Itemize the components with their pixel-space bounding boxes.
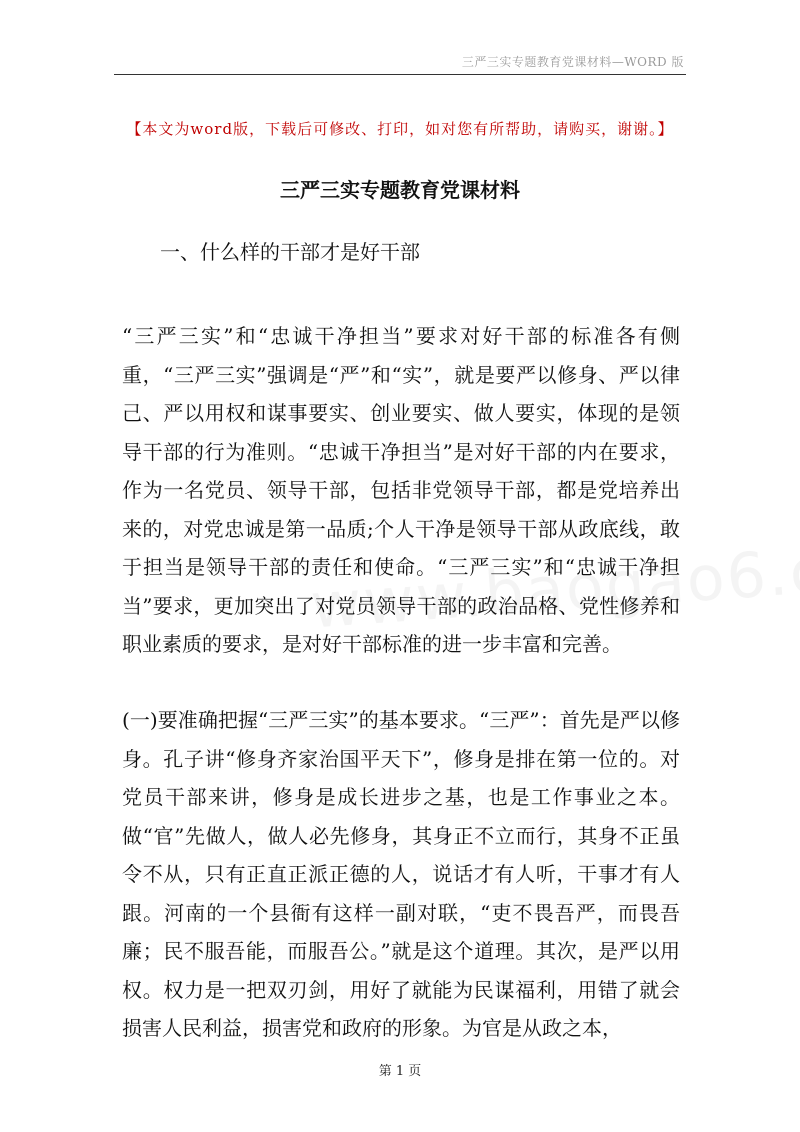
- header-divider: [114, 74, 686, 75]
- body-paragraph-2: (一)要准确把握“三严三实”的基本要求。“三严”：首先是严以修身。孔子讲“修身齐家治国平天下”，修身是排在第一位的。对党员干部来讲，修身是成长进步之基，也是工作事业之本。做“官”先做人，做人必先修身，其身正不立而行，其身不正虽令不从，只有正直正派正德的人，说话才有人听，干事才有人跟。河南的一个县衙有这样一副对联，“吏不畏吾严，而畏吾廉；民不服吾能，而服吾公。”就是这个道理。其次，是严以用权。权力是一把双刃剑，用好了就能为民谋福利，用错了就会损害人民利益，损害党和政府的形象。为官是从政之本，: [122, 708, 680, 1040]
- page-number: 第 1 页: [378, 1064, 422, 1079]
- download-notice: 【本文为word版，下载后可修改、打印，如对您有所帮助，请购买，谢谢。】: [126, 120, 674, 138]
- running-header: 三严三实专题教育党课材料—WORD 版: [461, 55, 684, 69]
- section-heading: 一、什么样的干部才是好干部: [160, 240, 420, 264]
- body-paragraph-1: “三严三实”和“忠诚干净担当”要求对好干部的标准各有侧重，“三严三实”强调是“严”和“实”，就是要严以修身、严以律己、严以用权和谋事要实、创业要实、做人要实，体现的是领导干部的行为准则。“忠诚干净担当”是对好干部的内在要求，作为一名党员、领导干部，包括非党领导干部，都是党培养出来的，对党忠诚是第一品质;个人干净是领导干部从政底线，敢于担当是领导干部的责任和使命。“三严三实”和“忠诚干净担当”要求，更加突出了对党员领导干部的政治品格、党性修养和职业素质的要求，是对好干部标准的进一步丰富和完善。: [122, 324, 680, 656]
- document-title: 三严三实专题教育党课材料: [280, 178, 520, 202]
